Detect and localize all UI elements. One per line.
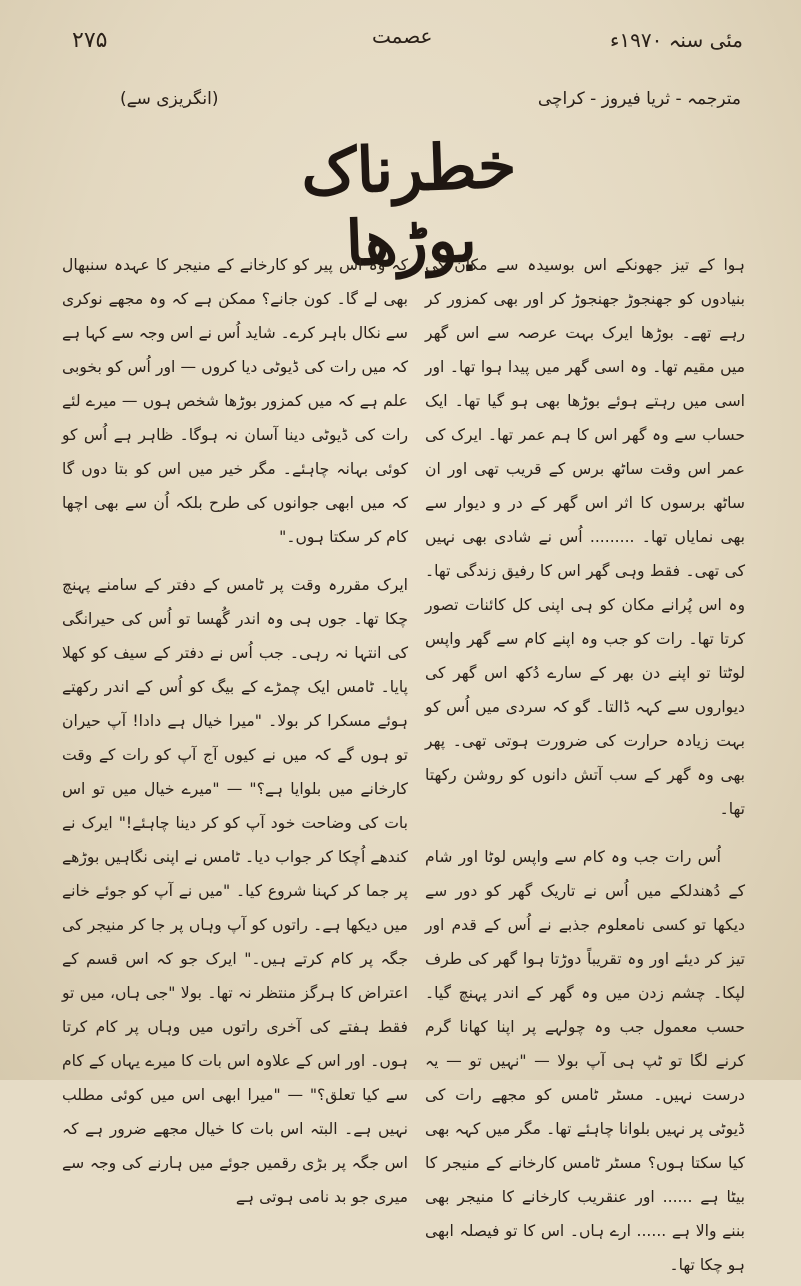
page-number: ۲۷۵: [72, 28, 108, 53]
paragraph: ایرک مقررہ وقت پر ٹامس کے دفتر کے سامنے پہنچ چکا تھا۔ جوں ہی وہ اندر گُھسا تو اُس کی حیرانگی کی انتہا نہ رہی۔ جب اُس نے دفتر کے سیف کو کھلا پایا۔ ٹامس ایک چمڑے کے بیگ کو اُس کے اندر رکھتے ہوئے مسکرا کر بولا۔ "میرا خیال ہے دادا! آپ حیران تو ہوں گے کہ میں نے کیوں آج آپ کو رات کے وقت کارخانے میں بلوایا ہے؟" — "میرے خیال میں تو اس بات کی وضاحت خود آپ کو کر دینا چاہئے!" ایرک نے کندھے اُچکا کر جواب دیا۔ ٹامس نے اپنی نگاہیں بوڑھے پر جما کر کہنا شروع کیا۔ "میں نے آپ کو جوئے خانے میں دیکھا ہے۔ راتوں کو آپ وہاں پر جا کر منیجر کی جگہ پر کام کرتے ہیں۔" ایرک جو کہ اس قسم کے اعتراض کا ہرگز منتظر نہ تھا۔ بولا "جی ہاں، میں تو فقط ہفتے کی آخری راتوں میں وہاں پر کام کرتا ہوں۔ اور اس کے علاوہ اس بات کا میرے یہاں کے کام سے کیا تعلق؟" — "میرا ابھی اس میں کوئی مطلب نہیں ہے۔ البتہ اس بات کا خیال مجھے ضرور ہے کہ اس جگہ پر بڑی رقمیں جوئے میں ہارنے کی وجہ سے میری جو بد نامی ہوتی ہے: [62, 576, 408, 1206]
story-title: خطرناک بوڑھا: [299, 128, 518, 281]
issue-date: مئی سنہ ۱۹۷۰ء: [609, 28, 743, 52]
paragraph: کہ وہ اس پیر کو کارخانے کے منیجر کا عہدہ سنبھال بھی لے گا۔ کون جانے؟ ممکن ہے کہ وہ مجھے نوکری سے نکال باہر کرے۔ شاید اُس نے اس وجہ سے کہا ہے کہ میں رات کی ڈیوٹی دیا کروں — اور اُس کو بخوبی علم ہے کہ میں کمزور بوڑھا شخص ہوں — میرے لئے رات کی ڈیوٹی دینا آسان نہ ہوگا۔ ظاہر ہے اُس کو کوئی بہانہ چاہئے۔ مگر خیر میں اس کو بتا دوں گا کہ میں ابھی جوانوں کی طرح بلکہ اُن سے بھی اچھا کام کر سکتا ہوں۔": [62, 256, 408, 546]
source-language: (انگریزی سے): [120, 89, 219, 109]
paragraph: اُس رات جب وہ کام سے واپس لوٹا اور شام کے دُھندلکے میں اُس نے تاریک گھر کو دور سے دیکھا تو کسی نامعلوم جذبے نے اُس کے قدم اور تیز کر دیئے اور وہ تقریباً دوڑتا ہوا گھر کی طرف لپکا۔ چشم زدن میں وہ گھر کے اندر پہنچ گیا۔ حسب معمول جب وہ چولہے پر اپنا کھانا گرم کرنے لگا تو ٹپ ہی آپ بولا — "نہیں تو — یہ درست نہیں۔ مسٹر ٹامس کو مجھے رات کی ڈیوٹی پر نہیں بلوانا چاہئے تھا۔ مگر میں کہہ بھی کیا سکتا ہوں؟ مسٹر ٹامس کارخانے کے منیجر کا بیٹا ہے ...... اور عنقریب کارخانے کا منیجر بھی بننے والا ہے ...... ارے ہاں۔ اس کا تو فیصلہ ابھی ہو چکا تھا۔: [425, 848, 745, 1274]
translator-credit: مترجمہ - ثریا فیروز - کراچی: [537, 89, 741, 109]
paragraph: ہوا کے تیز جھونکے اس بوسیدہ سے مکان کی بنیادوں کو جھنجوڑ جھنجوڑ کر اور بھی کمزور کر رہے تھے۔ بوڑھا ایرک بہت عرصہ سے اس گھر میں مقیم تھا۔ وہ اسی گھر میں پیدا ہوا تھا۔ اور اسی میں رہتے ہوئے بوڑھا بھی ہو گیا تھا۔ ایک حساب سے وہ گھر اس کا ہم عمر تھا۔ ایرک کی عمر اس وقت ساٹھ برس کے قریب تھی اور ان ساٹھ برسوں کا اثر اس گھر کے در و دیوار سے بھی نمایاں تھا۔ ......... اُس نے شادی بھی نہیں کی تھی۔ فقط وہی گھر اس کا رفیق زندگی تھا۔ وہ اس پُرانے مکان کو ہی اپنی کل کائنات تصور کرتا تھا۔ رات کو جب وہ اپنے کام سے گھر واپس لوٹتا تو اپنے دن بھر کے سارے دُکھ اس گھر کی دیواروں سے کہہ ڈالتا۔ گو کہ سردی میں اُس کو بہت زیادہ حرارت کی ضرورت ہوتی تھی۔ پھر بھی وہ گھر کے سب آتش دانوں کو روشن رکھتا تھا۔: [425, 256, 745, 818]
text-column-left: [62, 248, 408, 1218]
text-column-right: [425, 248, 745, 1286]
magazine-name: عصمت: [372, 24, 433, 48]
